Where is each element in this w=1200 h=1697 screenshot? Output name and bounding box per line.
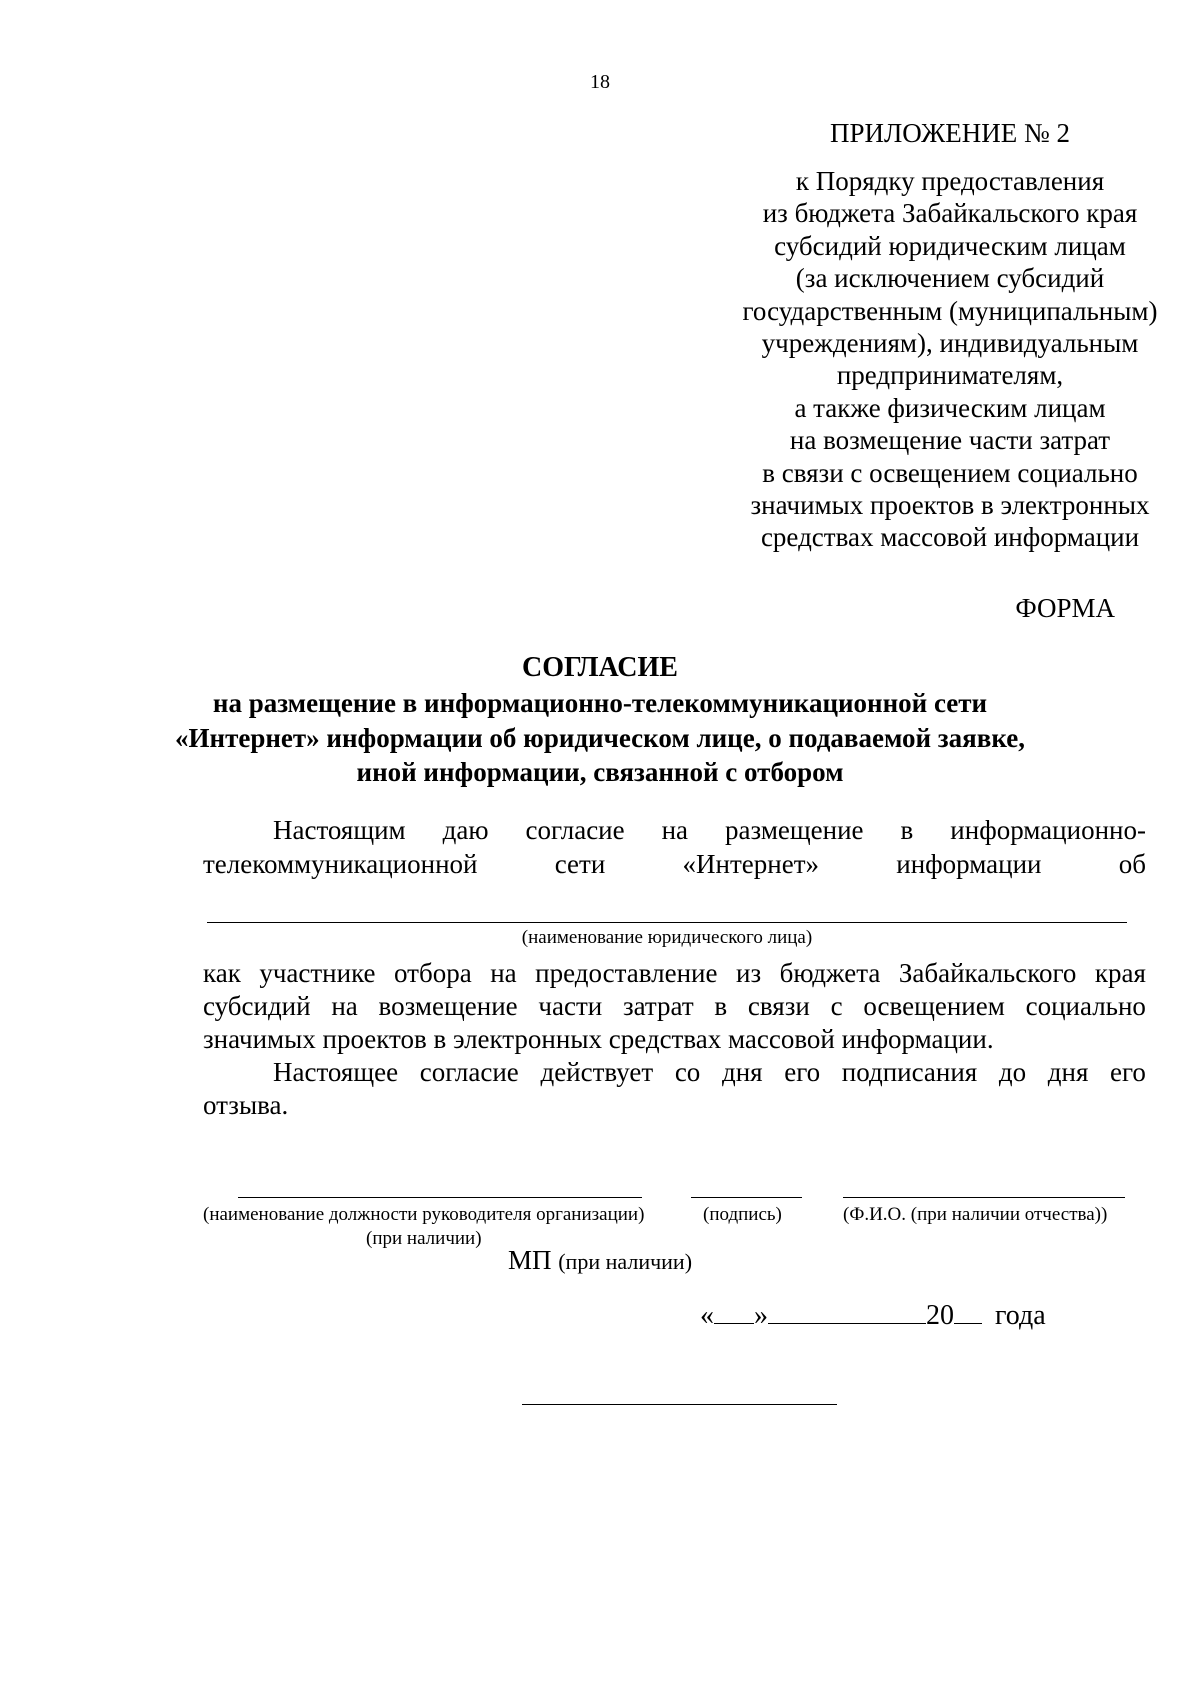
- word: участнике: [259, 958, 376, 988]
- word: затрат: [622, 991, 694, 1021]
- word: в: [714, 991, 728, 1021]
- date-month-blank: [768, 1301, 926, 1324]
- word: как: [203, 958, 241, 988]
- word: на: [331, 991, 358, 1021]
- title-line: «Интернет» информации об юридическом лице, о подаваемой заявке,: [175, 722, 1025, 753]
- word: Настоящее: [273, 1057, 399, 1087]
- title-line: иной информации, связанной с отбором: [356, 757, 844, 787]
- paragraph-2-line-2: отзыва.: [203, 1090, 289, 1120]
- word: дня: [1047, 1057, 1089, 1087]
- stamp-label: МП: [507, 1245, 552, 1275]
- word: размещение: [725, 815, 864, 845]
- title-line: на размещение в информационно-телекоммуникационной сети: [212, 688, 988, 718]
- word: информационно-: [950, 815, 1146, 845]
- word: социально: [1025, 991, 1146, 1021]
- appendix-line: субсидий юридическим лицам: [774, 230, 1126, 261]
- word: до: [998, 1057, 1027, 1087]
- position-caption: (наименование должности руководителя организации): [203, 1204, 645, 1225]
- word: на: [490, 958, 517, 988]
- date-year-prefix: 20: [926, 1300, 954, 1331]
- word: со: [674, 1057, 701, 1087]
- fio-caption: (Ф.И.О. (при наличии отчества)): [843, 1204, 1108, 1225]
- word: «Интернет»: [682, 849, 819, 879]
- word: согласие: [525, 815, 625, 845]
- fio-underline: [843, 1197, 1125, 1198]
- word: сети: [554, 849, 606, 879]
- appendix-line: из бюджета Забайкальского края: [762, 198, 1138, 229]
- form-label: ФОРМА: [1015, 593, 1115, 623]
- word: согласие: [419, 1057, 519, 1087]
- position-underline: [238, 1197, 642, 1198]
- appendix-line: на возмещение части затрат: [789, 425, 1111, 456]
- appendix-line: государственным (муниципальным): [742, 295, 1158, 326]
- paragraph-1-line-4: [203, 991, 1146, 1022]
- word: связи: [747, 991, 810, 1021]
- paragraph-1-line-5: значимых проектов в электронных средствах массовой информации.: [203, 1024, 994, 1054]
- title-main: СОГЛАСИЕ: [522, 652, 678, 683]
- appendix-title: ПРИЛОЖЕНИЕ № 2: [829, 118, 1071, 148]
- appendix-line: значимых проектов в электронных: [750, 490, 1150, 521]
- word: части: [538, 991, 603, 1021]
- date-field: [700, 1300, 1046, 1332]
- appendix-line: (за исключением субсидий: [795, 263, 1105, 294]
- appendix-line: средствах массовой информации: [760, 522, 1140, 553]
- word: информации: [896, 849, 1042, 879]
- date-day-blank: [714, 1301, 754, 1324]
- word: дня: [721, 1057, 763, 1087]
- date-open-quote: «: [700, 1300, 714, 1331]
- date-close-quote: »: [754, 1300, 768, 1331]
- word: отбора: [394, 958, 472, 988]
- word: с: [830, 991, 843, 1021]
- word: в: [900, 815, 914, 845]
- word: Забайкальского: [898, 958, 1077, 988]
- paragraph-1-line-3: [203, 958, 1146, 989]
- signature-caption: (подпись): [703, 1204, 782, 1225]
- word: субсидий: [203, 991, 311, 1021]
- stamp-place: [0, 1245, 1200, 1276]
- stamp-note: (при наличии): [558, 1249, 693, 1274]
- date-suffix: года: [995, 1300, 1046, 1331]
- bottom-rule: [522, 1404, 837, 1405]
- appendix-line: в связи с освещением социально: [762, 457, 1138, 488]
- word: даю: [442, 815, 489, 845]
- appendix-header: [700, 118, 1200, 554]
- word: края: [1094, 958, 1146, 988]
- word: телекоммуникационной: [203, 849, 478, 879]
- word: предоставление: [535, 958, 718, 988]
- word: возмещение: [378, 991, 518, 1021]
- entity-name-caption: (наименование юридического лица): [521, 927, 813, 948]
- word: его: [1110, 1057, 1146, 1087]
- word: из: [736, 958, 762, 988]
- document-title: [0, 650, 1200, 790]
- word: действует: [540, 1057, 654, 1087]
- word: его: [784, 1057, 821, 1087]
- date-year-blank: [954, 1301, 982, 1324]
- appendix-line: а также физическим лицам: [794, 392, 1106, 423]
- appendix-line: учреждениям), индивидуальным: [761, 328, 1139, 359]
- position-caption-note: (при наличии): [366, 1228, 482, 1249]
- paragraph-2-line-1: [273, 1057, 1146, 1088]
- word: подписания: [841, 1057, 978, 1087]
- word: Настоящим: [273, 815, 406, 845]
- appendix-line: предпринимателям,: [836, 360, 1064, 391]
- paragraph-1-line-1: [273, 815, 1146, 846]
- word: освещением: [863, 991, 1005, 1021]
- signature-underline: [691, 1197, 802, 1198]
- word: бюджета: [779, 958, 881, 988]
- page-number: 18: [590, 71, 610, 93]
- entity-name-underline: [207, 922, 1127, 923]
- word: об: [1118, 849, 1146, 879]
- appendix-line: к Порядку предоставления: [795, 166, 1105, 196]
- word: на: [661, 815, 689, 845]
- paragraph-1-line-2: [203, 849, 1146, 880]
